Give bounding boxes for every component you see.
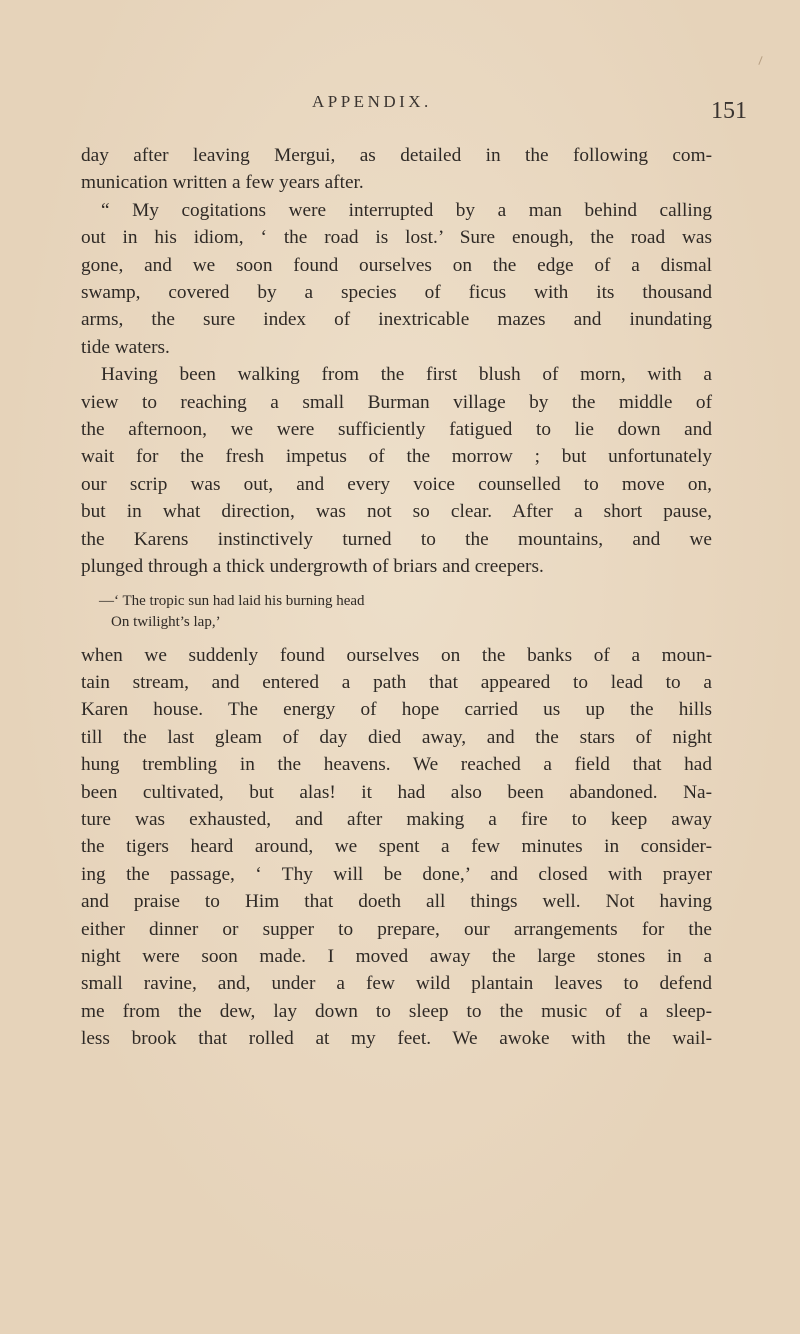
verse-quotation: [81, 591, 712, 633]
body-text: [81, 142, 712, 1053]
text-line: small ravine, and, under a few wild plantain leaves to defend: [81, 973, 712, 995]
text-line: day after leaving Mergui, as detailed in the following com-: [81, 145, 712, 166]
text-line: me from the dew, lay down to sleep to the music of a sleep-: [81, 1000, 712, 1022]
text-line: swamp, covered by a species of ficus with its thousand: [81, 282, 712, 304]
text-line: plunged through a thick undergrowth of briars and creepers.: [81, 556, 544, 578]
text-line: the Karens instinctively turned to the mountains, and we: [81, 528, 712, 550]
text-line: night were soon made. I moved away the large stones in a: [81, 945, 712, 967]
text-line: ture was exhausted, and after making a fire to keep away: [81, 808, 712, 830]
text-line: either dinner or supper to prepare, our arrangements for the: [81, 918, 712, 940]
text-line: gone, and we soon found ourselves on the edge of a dismal: [81, 254, 712, 276]
text-line: hung trembling in the heavens. We reached a field that had: [81, 754, 712, 776]
text-line: Karen house. The energy of hope carried us up the hills: [81, 699, 712, 721]
text-line: wait for the fresh impetus of the morrow ; but unfortunately: [81, 446, 712, 468]
verse-line: —‘ The tropic sun had laid his burning head: [99, 592, 365, 609]
page-number: 151: [711, 98, 747, 124]
text-line: arms, the sure index of inextricable mazes and inundating: [81, 309, 712, 331]
text-line: the tigers heard around, we spent a few minutes in consider-: [81, 836, 712, 858]
text-line: Having been walking from the first blush of morn, with a: [101, 364, 712, 386]
text-line: our scrip was out, and every voice counselled to move on,: [81, 473, 712, 495]
text-line: view to reaching a small Burman village by the middle of: [81, 391, 712, 413]
text-line: and praise to Him that doeth all things well. Not having: [81, 891, 712, 913]
text-line: tain stream, and entered a path that appeared to lead to a: [81, 671, 712, 693]
text-line: ing the passage, ‘ Thy will be done,’ and closed with prayer: [81, 863, 712, 885]
verse-line: On twilight’s lap,’: [111, 613, 221, 630]
running-head: APPENDIX.: [312, 92, 432, 111]
text-line: till the last gleam of day died away, and the stars of night: [81, 726, 712, 748]
text-line: tide waters.: [81, 336, 170, 358]
text-line: but in what direction, was not so clear. After a short pause,: [81, 501, 712, 523]
text-line: less brook that rolled at my feet. We awoke with the wail-: [81, 1028, 712, 1050]
text-line: “ My cogitations were interrupted by a man behind calling: [101, 199, 712, 221]
text-line: out in his idiom, ‘ the road is lost.’ Sure enough, the road was: [81, 227, 712, 249]
text-line: been cultivated, but alas! it had also been abandoned. Na-: [81, 781, 712, 803]
text-line: munication written a few years after.: [81, 172, 364, 194]
text-line: the afternoon, we were sufficiently fatigued to lie down and: [81, 419, 712, 441]
text-line: when we suddenly found ourselves on the banks of a moun-: [81, 644, 712, 666]
pencil-mark: [758, 56, 762, 65]
